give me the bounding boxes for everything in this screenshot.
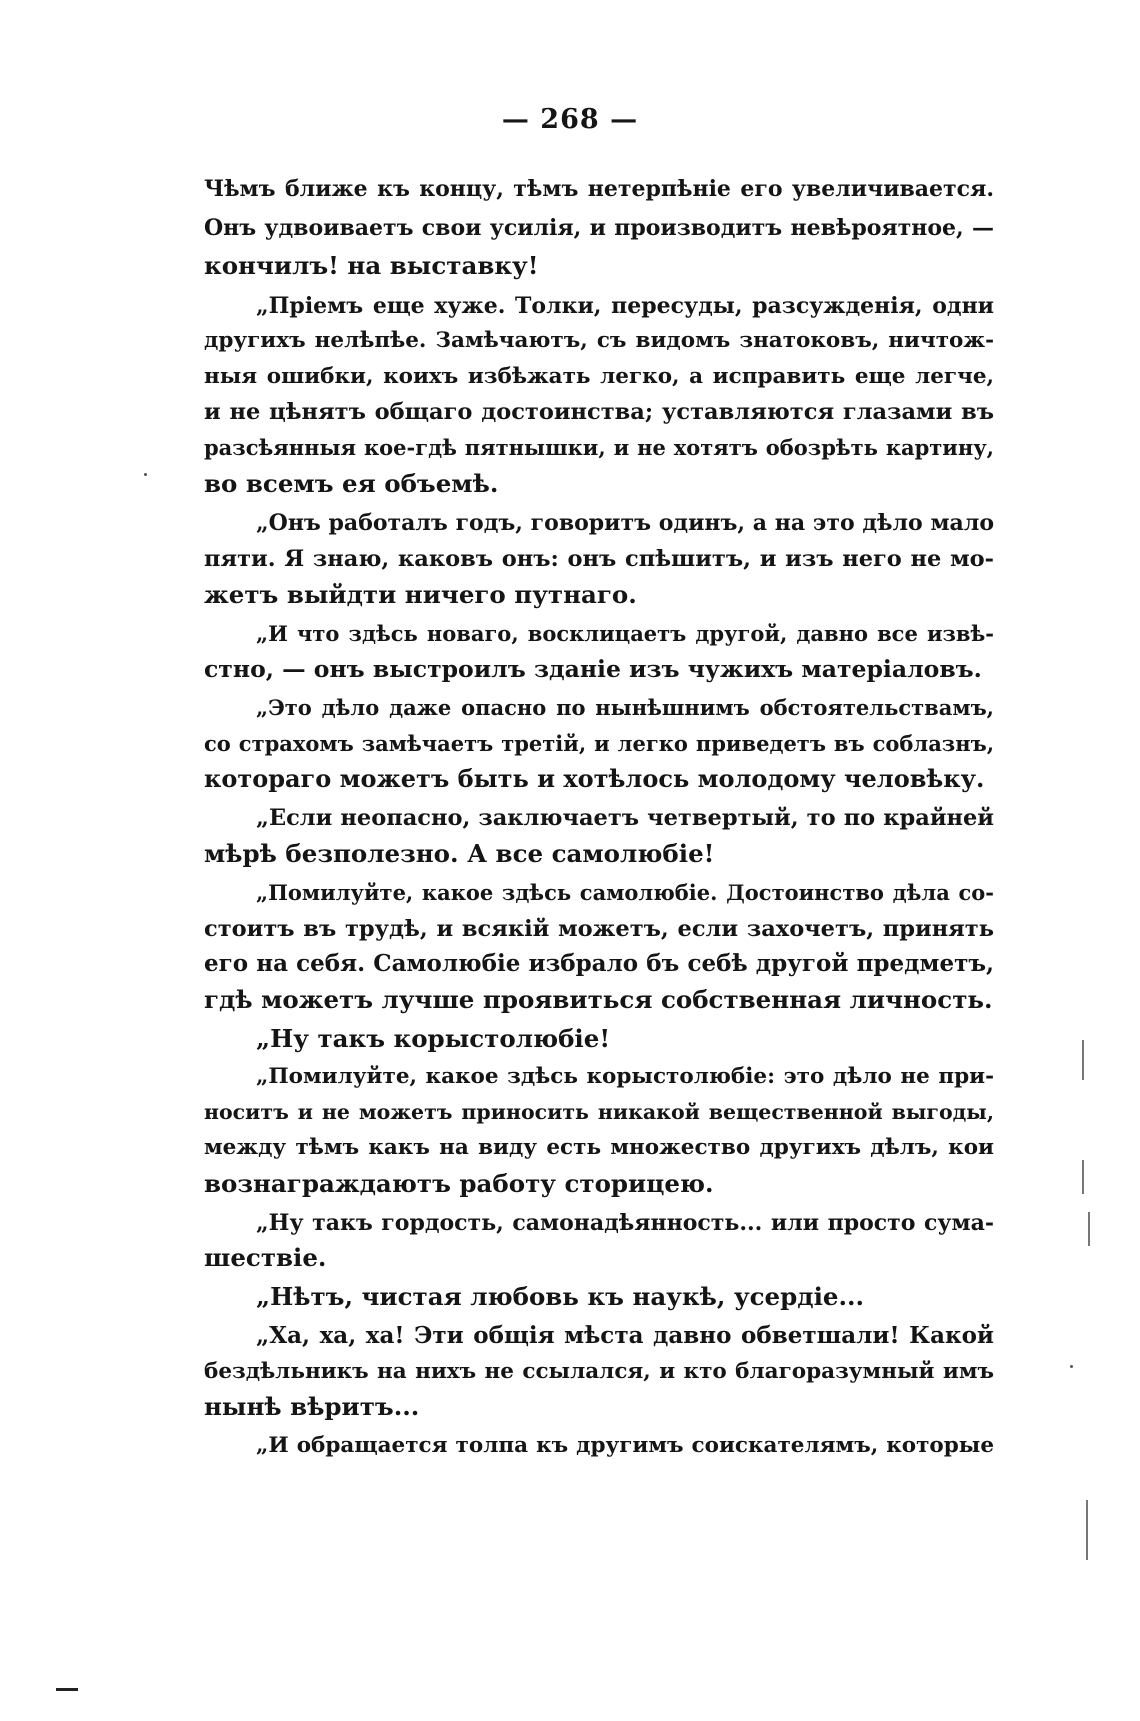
scan-dot: [144, 473, 147, 476]
body-line: нынѣ вѣритъ...: [204, 1392, 420, 1421]
body-line: „Пріемъ еще хуже. Толки, пересуды, разсужденія, одни: [256, 293, 994, 319]
body-line: бездѣльникъ на нихъ не ссылался, и кто благоразумный имъ: [204, 1359, 994, 1384]
body-line: „И что здѣсь новаго, восклицаетъ другой, давно все извѣ-: [256, 621, 994, 646]
margin-mark: [1088, 1212, 1090, 1246]
body-line: „Ну такъ корыстолюбіе!: [256, 1024, 611, 1053]
body-line: „Онъ работалъ годъ, говоритъ одинъ, а на это дѣло мало: [256, 510, 994, 536]
body-line: кончилъ! на выставку!: [204, 251, 539, 280]
page-number: — 268 —: [501, 104, 639, 135]
body-line: между тѣмъ какъ на виду есть множество другихъ дѣлъ, кои: [204, 1135, 994, 1160]
body-line: вознаграждаютъ работу сторицею.: [204, 1169, 714, 1198]
body-line: „И обращается толпа къ другимъ соискателямъ, которые: [256, 1433, 994, 1458]
body-line: разсѣянныя кое-гдѣ пятнышки, и не хотятъ обозрѣть картину,: [204, 435, 994, 460]
margin-mark: [1086, 1500, 1088, 1560]
body-line: мѣрѣ безполезно. А все самолюбіе!: [204, 839, 715, 868]
margin-mark: [1082, 1160, 1084, 1194]
body-line: „Нѣтъ, чистая любовь къ наукѣ, усердіе...: [256, 1282, 865, 1311]
body-line: „Ха, ха, ха! Эти общія мѣста давно обветшали! Какой: [256, 1322, 994, 1349]
body-line: гдѣ можетъ лучше проявиться собственная личность.: [204, 985, 993, 1014]
body-line: стно, — онъ выстроилъ зданіе изъ чужихъ матеріаловъ.: [204, 655, 982, 683]
body-line: „Помилуйте, какое здѣсь корыстолюбіе: это дѣло не при-: [256, 1064, 994, 1089]
margin-mark: [1082, 1040, 1084, 1080]
body-line: Чѣмъ ближе къ концу, тѣмъ нетерпѣніе его увеличивается.: [204, 176, 994, 202]
body-line: во всемъ ея объемѣ.: [204, 469, 499, 498]
body-line: носитъ и не можетъ приносить никакой вещественной выгоды,: [204, 1100, 994, 1124]
body-line: пяти. Я знаю, каковъ онъ: онъ спѣшитъ, и изъ него не мо-: [204, 546, 994, 572]
body-line: „Это дѣло даже опасно по нынѣшнимъ обстоятельствамъ,: [256, 695, 994, 720]
corner-dash: [56, 1688, 78, 1691]
body-line: „Помилуйте, какое здѣсь самолюбіе. Достоинство дѣла со-: [256, 880, 994, 905]
body-line: его на себя. Самолюбіе избрало бъ себѣ другой предметъ,: [204, 950, 994, 977]
body-line: со страхомъ замѣчаетъ третій, и легко приведетъ въ соблазнъ,: [204, 731, 994, 756]
body-line: „Если неопасно, заключаетъ четвертый, то по крайней: [256, 805, 994, 831]
body-line: котораго можетъ быть и хотѣлось молодому человѣку.: [204, 764, 985, 793]
body-line: другихъ нелѣпѣе. Замѣчаютъ, съ видомъ знатоковъ, ничтож-: [204, 328, 994, 353]
body-line: шествіе.: [204, 1243, 327, 1272]
body-line: „Ну такъ гордость, самонадѣянность... или просто сума-: [256, 1210, 994, 1236]
body-line: жетъ выйдти ничего путнаго.: [204, 580, 637, 609]
body-line: Онъ удвоиваетъ свои усилія, и производитъ невѣроятное, —: [204, 215, 994, 241]
body-line: стоитъ въ трудѣ, и всякій можетъ, если захочетъ, принять: [204, 916, 994, 942]
body-line: ныя ошибки, коихъ избѣжать легко, а исправить еще легче,: [204, 364, 994, 389]
body-line: и не цѣнятъ общаго достоинства; уставляются глазами въ: [204, 399, 994, 425]
scan-dot: [1070, 1365, 1073, 1368]
